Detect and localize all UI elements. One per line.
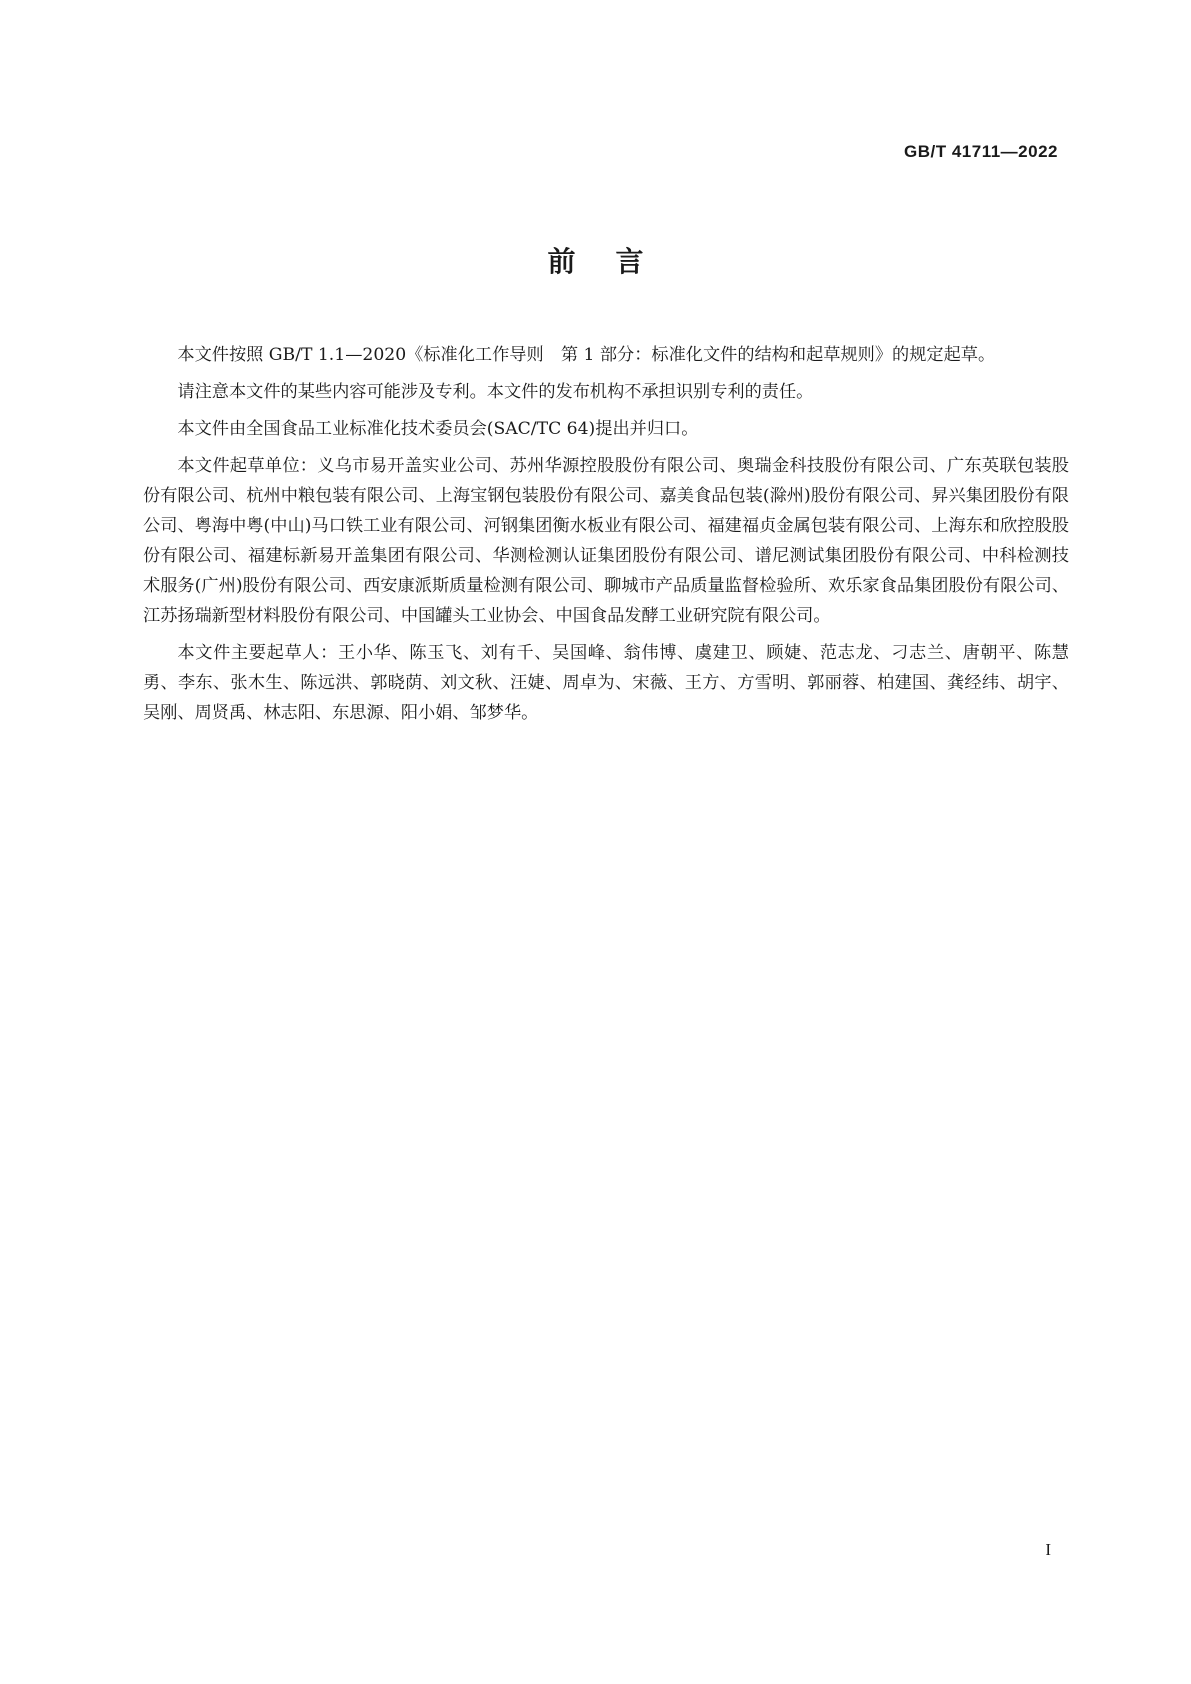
paragraph-drafting-units: 本文件起草单位：义乌市易开盖实业公司、苏州华源控股股份有限公司、奥瑞金科技股份有限公司、广东英联包装股份有限公司、杭州中粮包装有限公司、上海宝钢包装股份有限公司、嘉美食品包装(滁州)股份有限公司、昇兴集团股份有限公司、粤海中粤(中山)马口铁工业有限公司、河钢集团衡水板业有限公司、福建福贞金属包装有限公司、上海东和欣控股股份有限公司、福建标新易开盖集团有限公司、华测检测认证集团股份有限公司、谱尼测试集团股份有限公司、中科检测技术服务(广州)股份有限公司、西安康派斯质量检测有限公司、聊城市产品质量监督检验所、欢乐家食品集团股份有限公司、江苏扬瑞新型材料股份有限公司、中国罐头工业协会、中国食品发酵工业研究院有限公司。 (143, 456, 1069, 626)
paragraph-patent-notice: 请注意本文件的某些内容可能涉及专利。本文件的发布机构不承担识别专利的责任。 (177, 382, 814, 402)
paragraph-drafting-rules: 本文件按照 GB/T 1.1—2020《标准化工作导则 第 1 部分：标准化文件的结构和起草规则》的规定起草。 (177, 345, 996, 365)
standard-number: GB/T 41711—2022 (904, 142, 1058, 161)
paragraph-proposer: 本文件由全国食品工业标准化技术委员会(SAC/TC 64)提出并归口。 (177, 419, 699, 439)
page-title: 前言 (547, 245, 684, 278)
paragraph-drafters: 本文件主要起草人：王小华、陈玉飞、刘有千、吴国峰、翁伟博、虞建卫、顾婕、范志龙、刁志兰、唐朝平、陈慧勇、李东、张木生、陈远洪、郭晓荫、刘文秋、汪婕、周卓为、宋薇、王方、方雪明、郭丽蓉、柏建国、龚经纬、胡宇、吴刚、周贤禹、林志阳、东思源、阳小娟、邹梦华。 (143, 643, 1069, 723)
page-number: I (1045, 1540, 1051, 1559)
foreword-body (143, 340, 1069, 735)
